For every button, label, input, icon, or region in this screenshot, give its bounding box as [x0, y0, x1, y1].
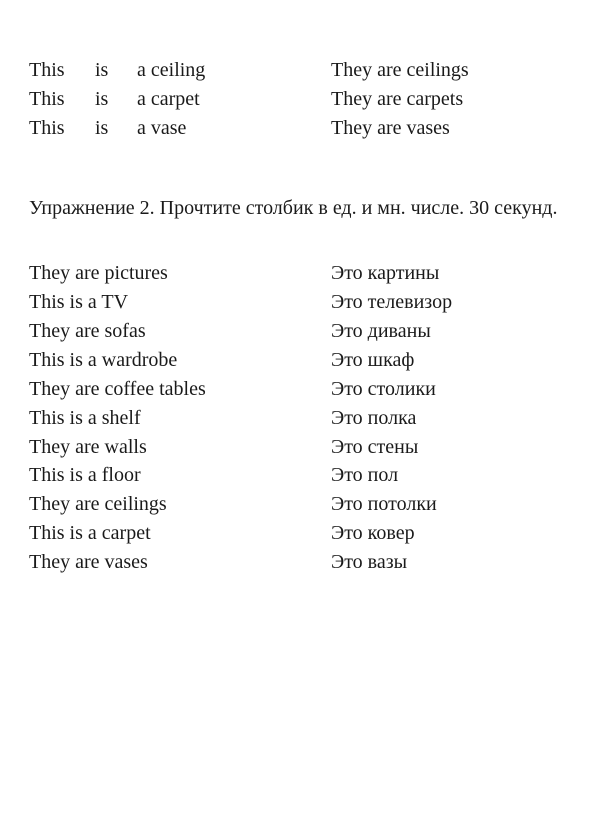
verb-cell: is [95, 117, 109, 139]
russian-cell: Это телевизор [331, 291, 453, 313]
english-cell: They are coffee tables [29, 378, 206, 400]
english-cell: They are ceilings [29, 493, 167, 515]
object-cell: a vase [137, 117, 187, 139]
russian-cell: Это пол [331, 464, 399, 486]
verb-cell: is [95, 59, 109, 81]
plural-cell: They are ceilings [331, 59, 469, 81]
verb-cell: is [95, 88, 109, 110]
plural-cell: They are carpets [331, 88, 464, 110]
plural-cell: They are vases [331, 117, 450, 139]
subject-cell: This [29, 88, 65, 110]
english-cell: This is a wardrobe [29, 349, 178, 371]
english-cell: They are vases [29, 551, 148, 573]
english-cell: This is a shelf [29, 407, 141, 429]
english-cell: This is a floor [29, 464, 141, 486]
russian-cell: Это столики [331, 378, 436, 400]
russian-cell: Это стены [331, 436, 419, 458]
object-cell: a carpet [137, 88, 200, 110]
russian-cell: Это ковер [331, 522, 415, 544]
english-cell: This is a TV [29, 291, 129, 313]
russian-cell: Это полка [331, 407, 417, 429]
subject-cell: This [29, 59, 65, 81]
english-cell: They are sofas [29, 320, 146, 342]
russian-cell: Это картины [331, 262, 440, 284]
russian-cell: Это вазы [331, 551, 408, 573]
russian-cell: Это шкаф [331, 349, 415, 371]
english-cell: They are pictures [29, 262, 168, 284]
exercise2-heading: Упражнение 2. Прочтите столбик в ед. и мн. числе. 30 секунд. [29, 197, 558, 219]
object-cell: a ceiling [137, 59, 206, 81]
subject-cell: This [29, 117, 65, 139]
russian-cell: Это диваны [331, 320, 431, 342]
russian-cell: Это потолки [331, 493, 437, 515]
english-cell: They are walls [29, 436, 147, 458]
english-cell: This is a carpet [29, 522, 151, 544]
